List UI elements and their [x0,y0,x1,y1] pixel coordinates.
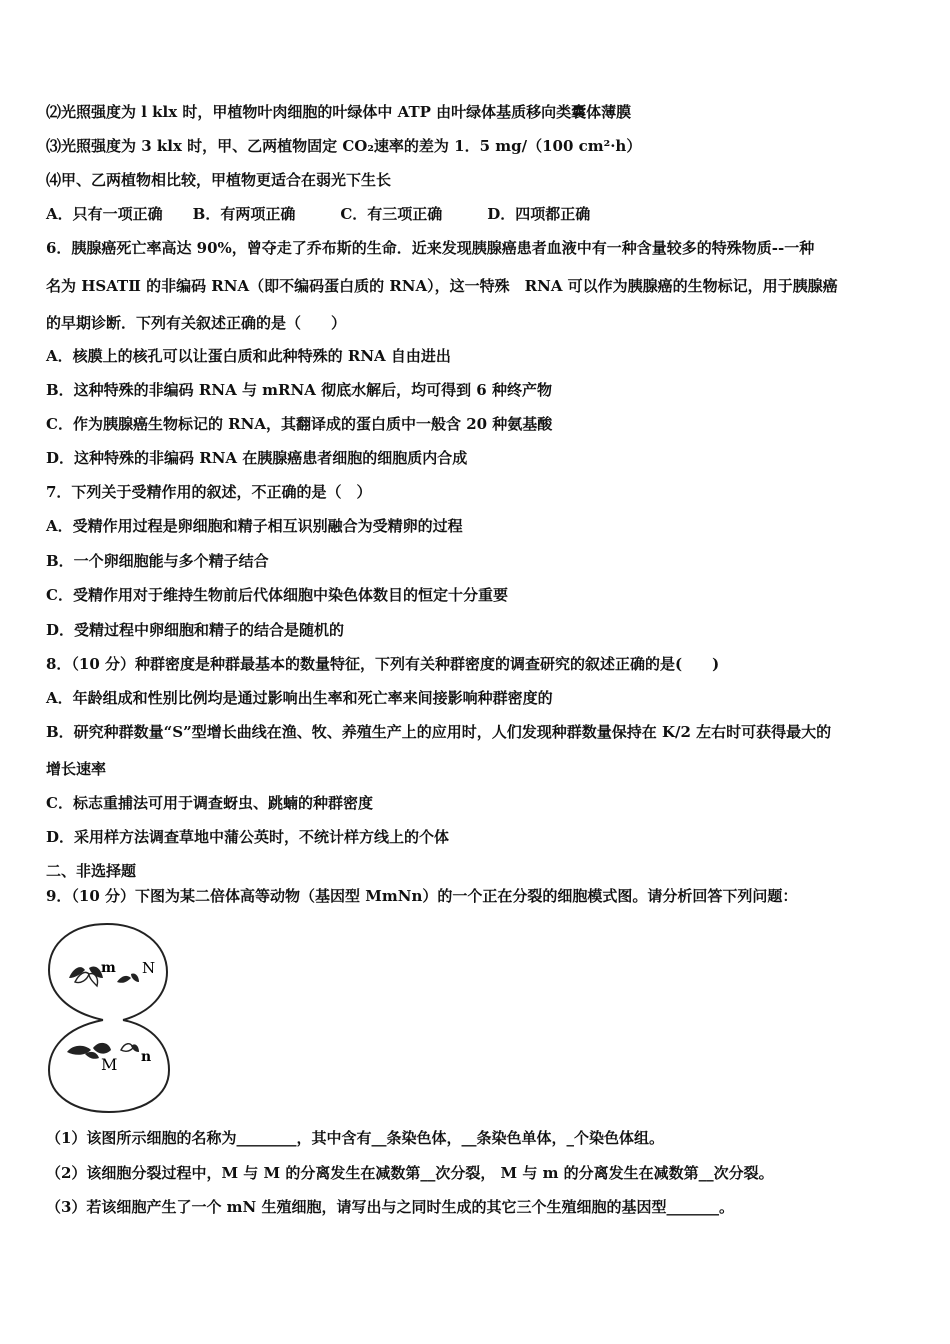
q7-choice-b: B．一个卵细胞能与多个精子结合 [46,552,269,570]
q9-sub1: （1）该图所示细胞的名称为________，其中含有__条染色体，__条染色单体，_个染色体组。 [46,1129,664,1147]
q5-choices: A．只有一项正确 B．有两项正确 C．有三项正确 D．四项都正确 [46,205,591,223]
q8-choice-d: D．采用样方法调查草地中蒲公英时，不统计样方线上的个体 [46,828,450,846]
section-heading: 二、非选择题 [46,862,137,880]
option-statement-3: ⑶光照强度为 3 klx 时，甲、乙两植物固定 CO₂速率的差为 1．5 mg/（100 cm²·h） [46,137,642,155]
chromosome-n [121,1044,139,1052]
q6-stem-line2: 名为 HSATⅡ 的非编码 RNA（即不编码蛋白质的 RNA），这一特殊 RNA 可以作为胰腺癌的生物标记，用于胰腺癌 [46,277,838,295]
q9-stem: 9．（10 分）下图为某二倍体高等动物（基因型 MmNn）的一个正在分裂的细胞模式图。请分析回答下列问题： [46,887,798,905]
q7-choice-d: D．受精过程中卵细胞和精子的结合是随机的 [46,621,345,639]
q8-choice-c: C．标志重捕法可用于调查蚜虫、跳蝻的种群密度 [46,794,373,812]
option-statement-4: ⑷甲、乙两植物相比较，甲植物更适合在弱光下生长 [46,171,392,189]
q7-choice-a: A．受精作用过程是卵细胞和精子相互识别融合为受精卵的过程 [46,517,463,535]
q7-stem: 7．下列关于受精作用的叙述，不正确的是（ ） [46,483,372,501]
chromosome-m [69,966,103,986]
label-n: n [141,1049,152,1065]
q6-choice-c: C．作为胰腺癌生物标记的 RNA，其翻译成的蛋白质中一般含 20 种氨基酸 [46,415,553,433]
q6-stem-line3: 的早期诊断．下列有关叙述正确的是（ ） [46,314,347,332]
label-M: M [101,1055,118,1074]
q8-choice-b-line2: 增长速率 [46,760,107,778]
q6-stem-line1: 6．胰腺癌死亡率高达 90%，曾夺走了乔布斯的生命．近来发现胰腺癌患者血液中有一种含量较多的特殊物质--一种 [46,239,815,257]
q9-sub3: （3）若该细胞产生了一个 mN 生殖细胞，请写出与之同时生成的其它三个生殖细胞的基因型_______。 [46,1198,734,1216]
option-statement-2: ⑵光照强度为 l klx 时，甲植物叶肉细胞的叶绿体中 ATP 由叶绿体基质移向类囊体薄膜 [46,103,632,121]
q6-choice-d: D．这种特殊的非编码 RNA 在胰腺癌患者细胞的细胞质内合成 [46,449,468,467]
q6-choice-a: A．核膜上的核孔可以让蛋白质和此种特殊的 RNA 自由进出 [46,347,451,365]
chromosome-N [117,973,139,982]
q6-choice-b: B．这种特殊的非编码 RNA 与 mRNA 彻底水解后，均可得到 6 种终产物 [46,381,552,399]
q9-sub2: （2）该细胞分裂过程中，M 与 M 的分离发生在减数第__次分裂， M 与 m 的分离发生在减数第__次分裂。 [46,1164,774,1182]
q7-choice-c: C．受精作用对于维持生物前后代体细胞中染色体数目的恒定十分重要 [46,586,508,604]
q8-choice-b-line1: B．研究种群数量“S”型增长曲线在渔、牧、养殖生产上的应用时，人们发现种群数量保持在 K/2 左右时可获得最大的 [46,723,832,741]
q8-choice-a: A．年龄组成和性别比例均是通过影响出生率和死亡率来间接影响种群密度的 [46,689,553,707]
cell-division-figure [45,920,175,1116]
q8-stem: 8．（10 分）种群密度是种群最基本的数量特征，下列有关种群密度的调查研究的叙述正确的是( ) [46,655,720,673]
label-m: m [101,960,116,976]
label-N: N [142,959,156,977]
